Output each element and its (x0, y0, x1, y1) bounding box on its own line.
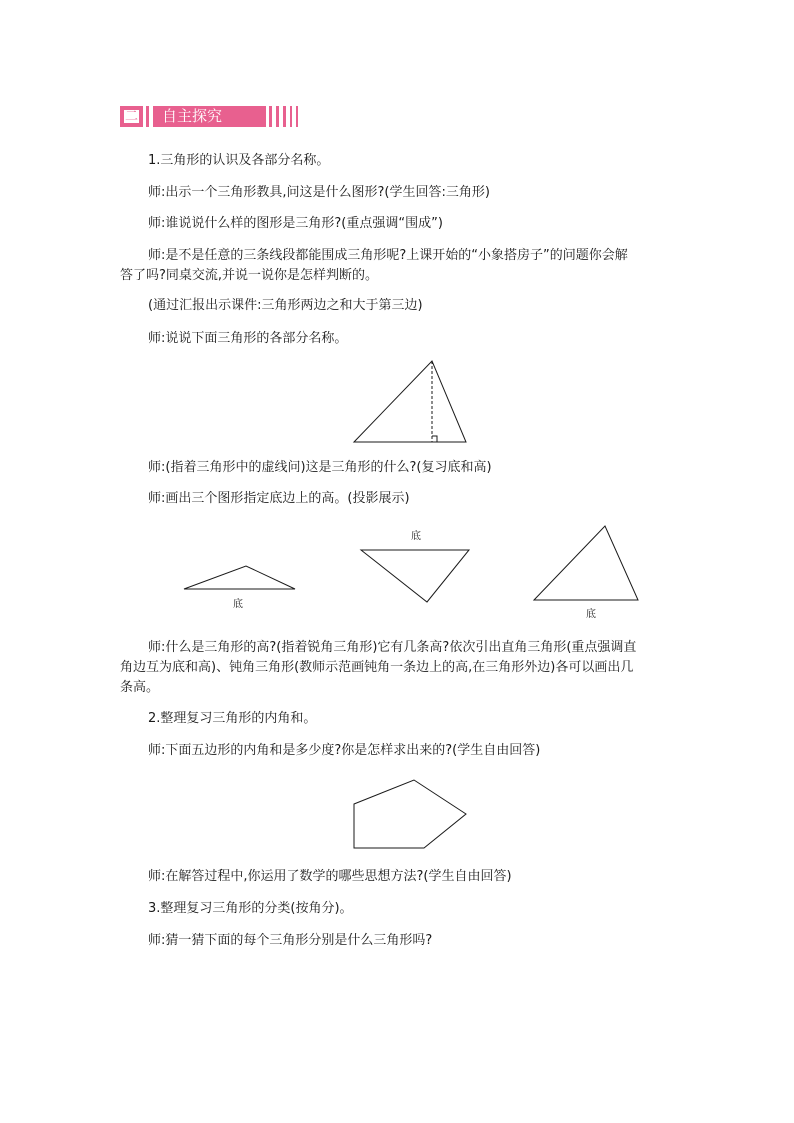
paragraph: 师:什么是三角形的高?(指着锐角三角形)它有几条高?依次引出直角三角形(重点强调直 (148, 640, 637, 655)
triangle-with-height-figure (350, 358, 470, 446)
base-label: 底 (233, 599, 243, 610)
triangle-shape (184, 566, 295, 589)
banner-stripe (290, 106, 292, 127)
banner-stripe (296, 106, 298, 127)
triangle-shape (361, 550, 469, 602)
paragraph: 师:在解答过程中,你运用了数学的哪些思想方法?(学生自由回答) (148, 869, 512, 884)
banner-stripe (283, 106, 286, 127)
paragraph: 2.整理复习三角形的内角和。 (148, 711, 317, 726)
inverted-triangle-figure (358, 546, 473, 606)
paragraph: 3.整理复习三角形的分类(按角分)。 (148, 901, 353, 916)
paragraph: 师:画出三个图形指定底边上的高。(投影展示) (148, 491, 410, 506)
paragraph: 答了吗?同桌交流,并说一说你是怎样判断的。 (120, 268, 379, 283)
section-title-box (153, 106, 266, 127)
paragraph: 1.三角形的认识及各部分名称。 (148, 153, 330, 168)
banner-stripe (269, 106, 272, 127)
section-number-box (120, 106, 143, 127)
banner-stripe (146, 106, 149, 127)
section-title: 自主探究 (162, 107, 223, 125)
paragraph: 师:是不是任意的三条线段都能围成三角形呢?上课开始的“小象搭房子”的问题你会解 (148, 248, 628, 263)
acute-triangle-figure (530, 522, 642, 604)
pentagon-shape (354, 780, 466, 848)
triangle-shape (534, 526, 638, 600)
paragraph: 角边互为底和高)、钝角三角形(教师示范画钝角一条边上的高,在三角形外边)各可以画出几 (120, 660, 634, 675)
obtuse-triangle-figure (180, 562, 300, 594)
paragraph: 师:(指着三角形中的虚线问)这是三角形的什么?(复习底和高) (148, 460, 492, 475)
triangle-shape (354, 361, 466, 442)
paragraph: 条高。 (120, 680, 160, 695)
banner-stripe (276, 106, 279, 127)
paragraph: (通过汇报出示课件:三角形两边之和大于第三边) (148, 298, 423, 313)
paragraph: 师:谁说说什么样的图形是三角形?(重点强调“围成”) (148, 216, 443, 231)
pentagon-figure (350, 776, 470, 852)
paragraph: 师:下面五边形的内角和是多少度?你是怎样求出来的?(学生自由回答) (148, 743, 541, 758)
base-label: 底 (586, 609, 596, 620)
section-banner (120, 106, 302, 127)
section-number: 二 (124, 109, 138, 124)
paragraph: 师:猜一猜下面的每个三角形分别是什么三角形吗? (148, 933, 433, 948)
paragraph: 师:说说下面三角形的各部分名称。 (148, 331, 348, 346)
paragraph: 师:出示一个三角形教具,问这是什么图形?(学生回答:三角形) (148, 185, 490, 200)
right-angle-mark (432, 436, 437, 442)
base-label: 底 (411, 531, 421, 542)
